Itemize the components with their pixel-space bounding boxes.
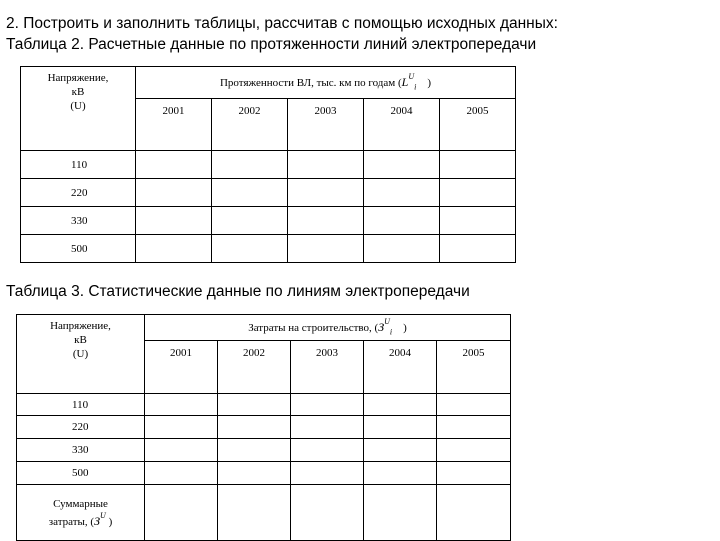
data-cell bbox=[364, 235, 440, 263]
table2-title: Таблица 2. Расчетные данные по протяженности линий электропередачи bbox=[6, 36, 537, 53]
data-cell bbox=[440, 207, 516, 235]
table-row bbox=[21, 151, 516, 179]
data-cell bbox=[291, 462, 364, 485]
data-cell bbox=[288, 151, 364, 179]
table3-row-label: 110 bbox=[17, 394, 145, 416]
table-row bbox=[21, 207, 516, 235]
data-cell bbox=[288, 179, 364, 207]
table2-row-label: 500 bbox=[21, 235, 136, 263]
table3-year-2003: 2003 bbox=[291, 341, 364, 394]
total-cost-symbol: $З^U$ bbox=[94, 510, 106, 528]
data-cell bbox=[440, 179, 516, 207]
data-cell bbox=[145, 485, 218, 541]
data-cell bbox=[364, 462, 437, 485]
data-cell bbox=[145, 394, 218, 416]
data-cell bbox=[364, 179, 440, 207]
data-cell bbox=[212, 207, 288, 235]
data-cell bbox=[288, 235, 364, 263]
table3-cost-header: Затраты на строительство, ($З^U_i$ ) bbox=[145, 315, 511, 341]
table-row bbox=[21, 235, 516, 263]
table-row bbox=[21, 179, 516, 207]
table2-year-2004: 2004 bbox=[364, 99, 440, 151]
table2-year-2002: 2002 bbox=[212, 99, 288, 151]
voltage-header-line3: (U) bbox=[70, 100, 86, 112]
task-instruction: 2. Построить и заполнить таблицы, рассчитав с помощью исходных данных: bbox=[6, 15, 558, 32]
data-cell bbox=[291, 439, 364, 462]
data-cell bbox=[291, 394, 364, 416]
data-cell bbox=[218, 394, 291, 416]
data-cell bbox=[136, 207, 212, 235]
table3-year-2004: 2004 bbox=[364, 341, 437, 394]
voltage-header-line1: Напряжение, bbox=[47, 72, 109, 84]
table2-row-label: 220 bbox=[21, 179, 136, 207]
data-cell bbox=[212, 151, 288, 179]
data-cell bbox=[136, 235, 212, 263]
data-cell bbox=[364, 416, 437, 439]
data-cell bbox=[364, 394, 437, 416]
data-cell bbox=[145, 462, 218, 485]
table2 bbox=[20, 66, 516, 263]
length-symbol: $L^U_i$ bbox=[401, 71, 417, 92]
data-cell bbox=[437, 394, 511, 416]
data-cell bbox=[440, 235, 516, 263]
table3 bbox=[16, 314, 511, 541]
table3-row-label: 500 bbox=[17, 462, 145, 485]
table-row bbox=[17, 416, 511, 439]
table3-year-2005: 2005 bbox=[437, 341, 511, 394]
voltage-header-line2: кВ bbox=[71, 86, 85, 98]
data-cell bbox=[440, 151, 516, 179]
data-cell bbox=[364, 439, 437, 462]
data-cell bbox=[218, 439, 291, 462]
data-cell bbox=[364, 485, 437, 541]
data-cell bbox=[212, 235, 288, 263]
table2-voltage-header bbox=[21, 67, 136, 151]
data-cell bbox=[218, 485, 291, 541]
table-row bbox=[17, 394, 511, 416]
table2-length-header: Протяженности ВЛ, тыс. км по годам ($L^U_i$ ) bbox=[136, 67, 516, 99]
table3-year-2001: 2001 bbox=[145, 341, 218, 394]
data-cell bbox=[437, 416, 511, 439]
table2-year-2005: 2005 bbox=[440, 99, 516, 151]
table3-total-label: Суммарные затраты, ($З^U$ ) bbox=[17, 485, 145, 541]
data-cell bbox=[136, 151, 212, 179]
table3-row-label: 220 bbox=[17, 416, 145, 439]
data-cell bbox=[212, 179, 288, 207]
data-cell bbox=[145, 416, 218, 439]
data-cell bbox=[291, 416, 364, 439]
data-cell bbox=[364, 207, 440, 235]
table2-row-label: 110 bbox=[21, 151, 136, 179]
table3-title: Таблица 3. Статистические данные по линиям электропередачи bbox=[6, 283, 470, 300]
data-cell bbox=[288, 207, 364, 235]
voltage-header-line2: кВ bbox=[74, 334, 87, 346]
cost-symbol: $З^U_i$ bbox=[378, 316, 393, 337]
data-cell bbox=[218, 462, 291, 485]
data-cell bbox=[437, 462, 511, 485]
table3-year-2002: 2002 bbox=[218, 341, 291, 394]
table2-year-2003: 2003 bbox=[288, 99, 364, 151]
table2-year-2001: 2001 bbox=[136, 99, 212, 151]
data-cell bbox=[218, 416, 291, 439]
table-row bbox=[17, 462, 511, 485]
table3-voltage-header bbox=[17, 315, 145, 394]
data-cell bbox=[145, 439, 218, 462]
table-row bbox=[17, 439, 511, 462]
data-cell bbox=[437, 439, 511, 462]
data-cell bbox=[136, 179, 212, 207]
table3-row-label: 330 bbox=[17, 439, 145, 462]
voltage-header-line1: Напряжение, bbox=[50, 320, 111, 332]
table2-row-label: 330 bbox=[21, 207, 136, 235]
data-cell bbox=[291, 485, 364, 541]
voltage-header-line3: (U) bbox=[72, 348, 89, 360]
data-cell bbox=[437, 485, 511, 541]
data-cell bbox=[364, 151, 440, 179]
table-row bbox=[17, 485, 511, 541]
